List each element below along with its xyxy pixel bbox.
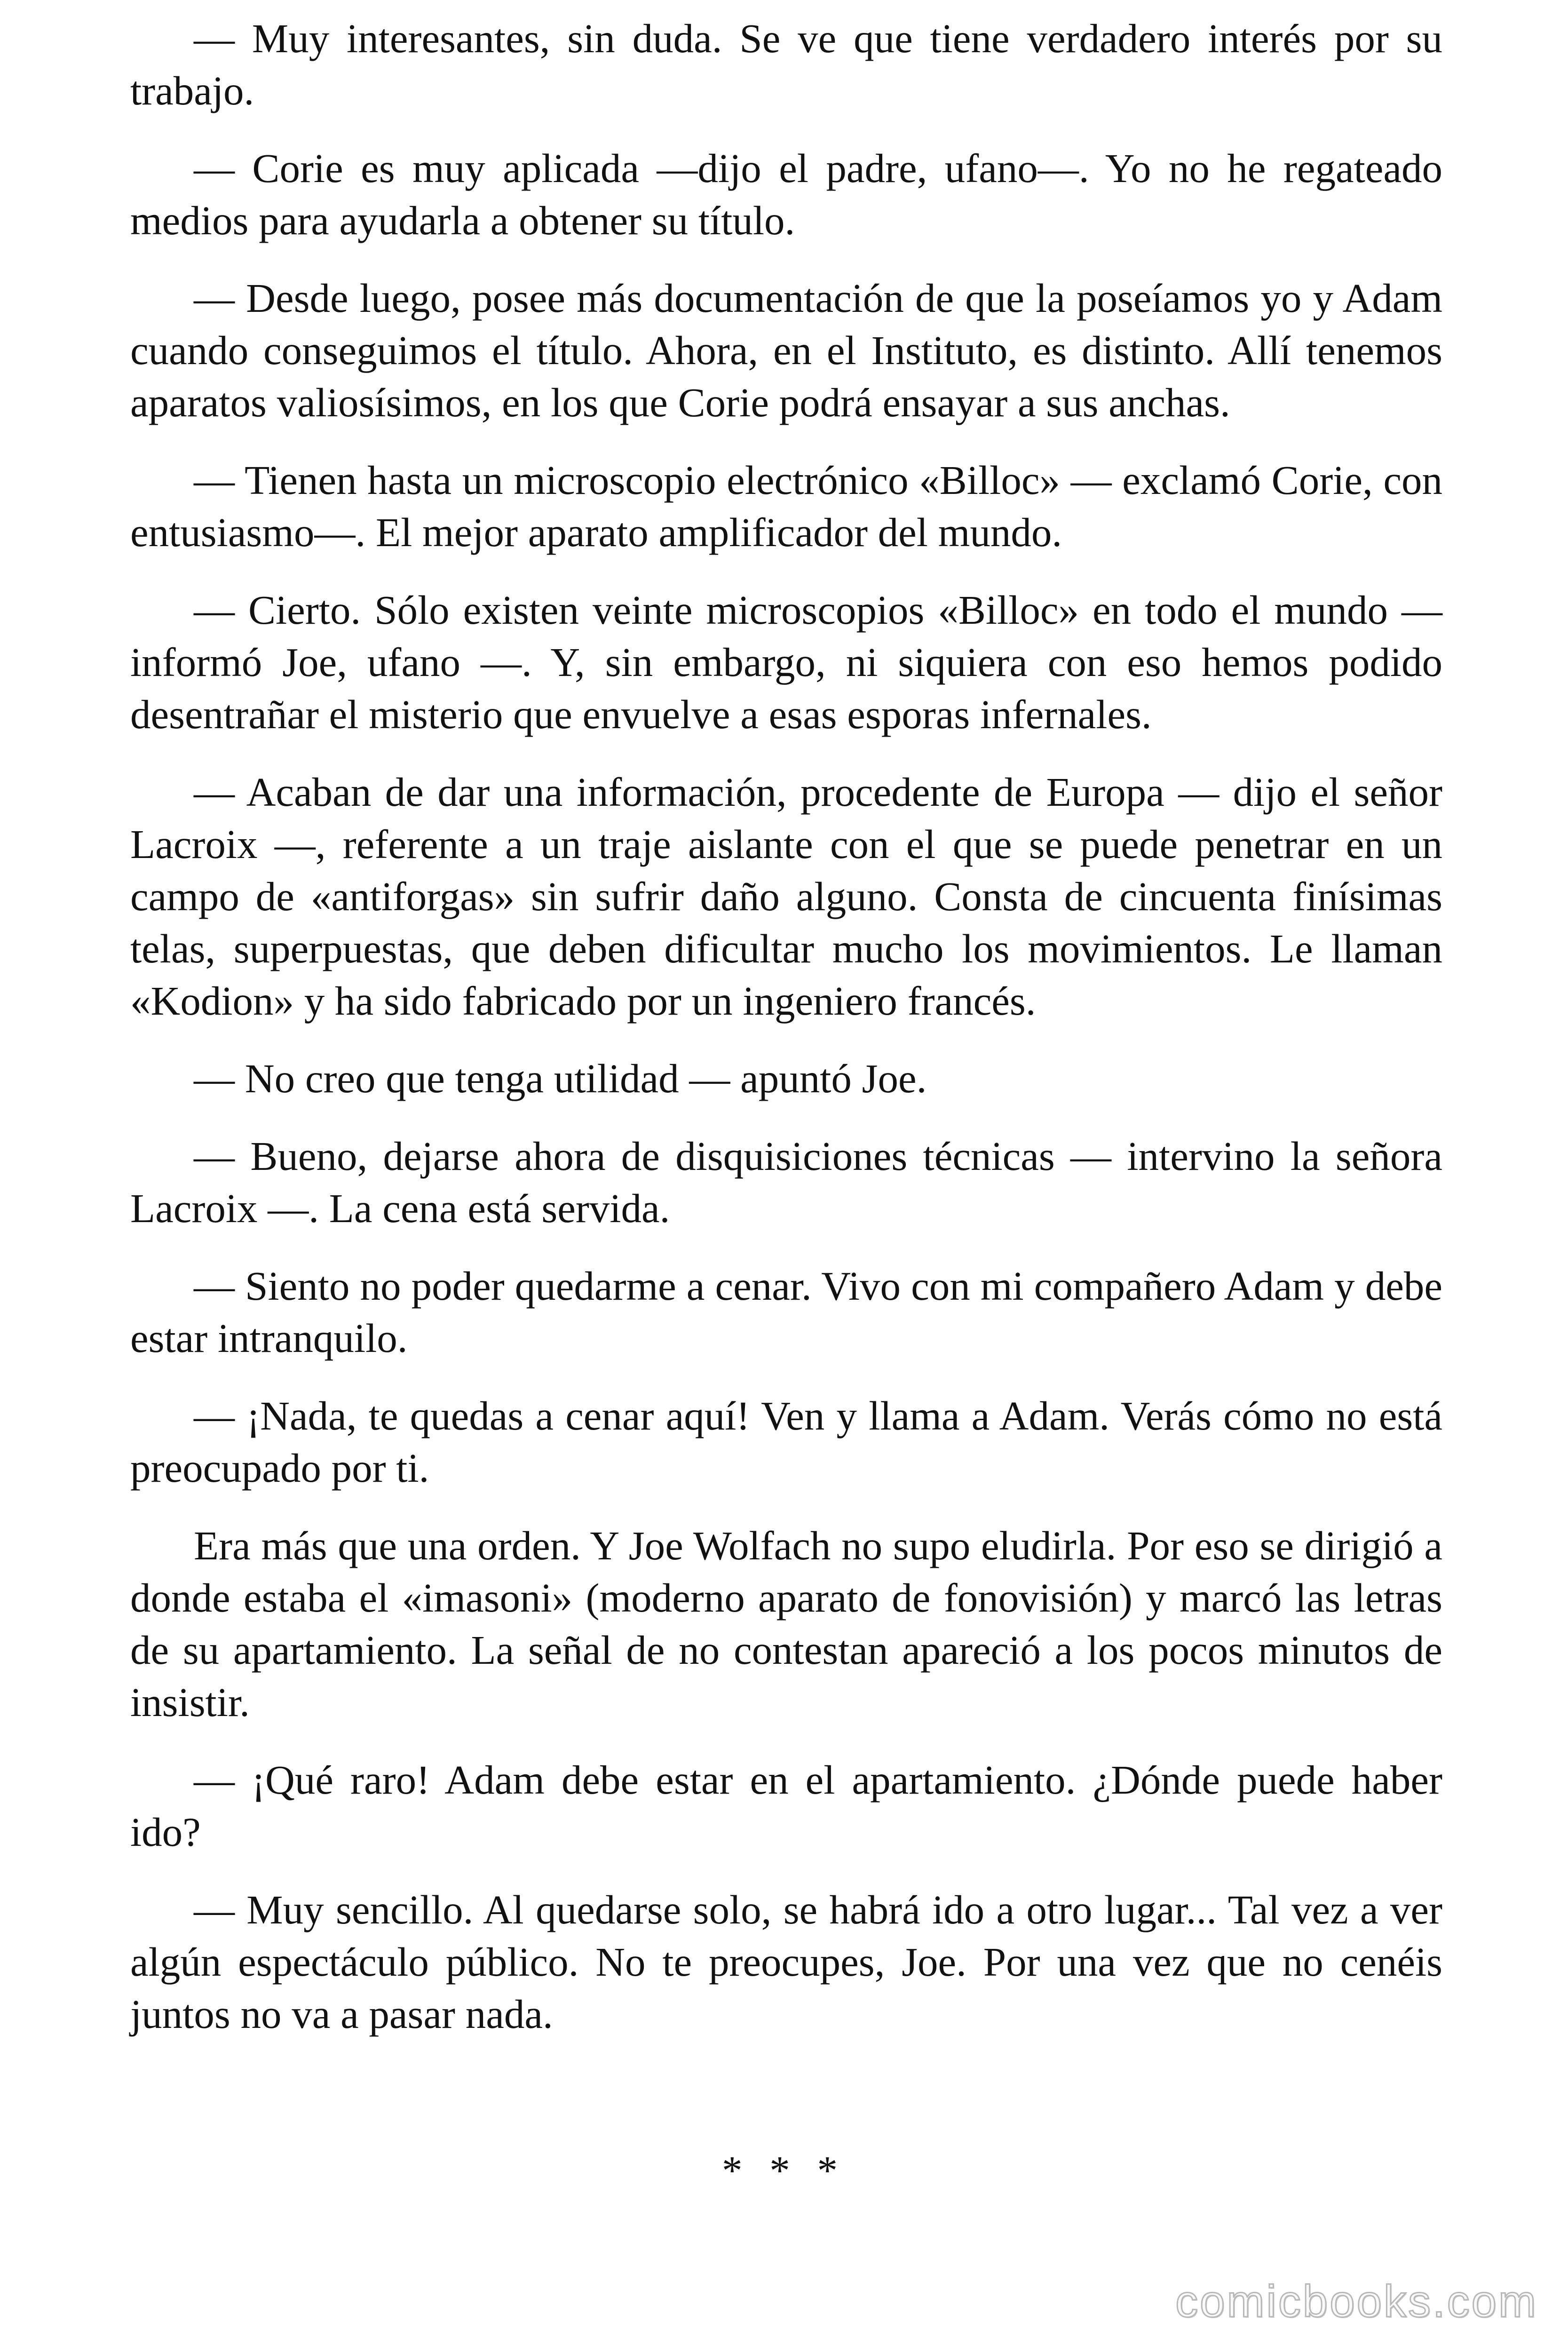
paragraph-7: — No creo que tenga utilidad — apuntó Joe. [194,1056,927,1101]
paragraph-11: Era más que una orden. Y Joe Wolfach no supo eludirla. Por eso se dirigió a donde estaba el «imasoni» (moderno aparato de fonovisión) y marcó las letras de su apartamiento. La señal de no contestan apareció a los pocos minutos de insistir. [130,1523,1442,1725]
paragraph-12: — ¡Qué raro! Adam debe estar en el apartamiento. ¿Dónde puede haber ido? [130,1757,1442,1855]
paragraph-13: — Muy sencillo. Al quedarse solo, se habrá ido a otro lugar... Tal vez a ver algún espectáculo público. No te preocupes, Joe. Por una vez que no cenéis juntos no va a pasar nada. [130,1887,1442,2037]
paragraph-3: — Desde luego, posee más documentación de que la poseíamos yo y Adam cuando conseguimos el título. Ahora, en el Instituto, es distinto. Allí tenemos aparatos valiosísimos, en los que Corie podrá ensayar a sus anchas. [130,275,1442,425]
paragraph-8: — Bueno, dejarse ahora de disquisiciones técnicas — intervino la señora Lacroix —. La cena está servida. [130,1133,1442,1231]
site-watermark: comicbooks.com [1175,2276,1538,2327]
paragraph-9: — Siento no poder quedarme a cenar. Vivo con mi compañero Adam y debe estar intranquilo. [130,1263,1442,1361]
paragraph-6: — Acaban de dar una información, procedente de Europa — dijo el señor Lacroix —, referente a un traje aislante con el que se puede penetrar en un campo de «antiforgas» sin sufrir daño alguno. Consta de cincuenta finísimas telas, superpuestas, que deben dificultar mucho los movimientos. Le llaman «Kodion» y ha sido fabricado por un ingeniero francés. [130,769,1442,1024]
paragraph-10: — ¡Nada, te quedas a cenar aquí! Ven y llama a Adam. Verás cómo no está preocupado por ti. [130,1393,1442,1491]
page-body-text [130,12,1442,2066]
paragraph-1: — Muy interesantes, sin duda. Se ve que tiene verdadero interés por su trabajo. [130,16,1442,113]
paragraph-4: — Tienen hasta un microscopio electrónico «Billoc» — exclamó Corie, con entusiasmo—. El mejor aparato amplificador del mundo. [130,457,1442,555]
paragraph-2: — Corie es muy aplicada —dijo el padre, ufano—. Yo no he regateado medios para ayudarla a obtener su título. [130,145,1442,243]
paragraph-5: — Cierto. Sólo existen veinte microscopios «Billoc» en todo el mundo — informó Joe, ufano —. Y, sin embargo, ni siquiera con eso hemos podido desentrañar el misterio que envuelve a esas esporas infernales. [130,587,1442,737]
section-separator: * * * [722,2147,846,2193]
